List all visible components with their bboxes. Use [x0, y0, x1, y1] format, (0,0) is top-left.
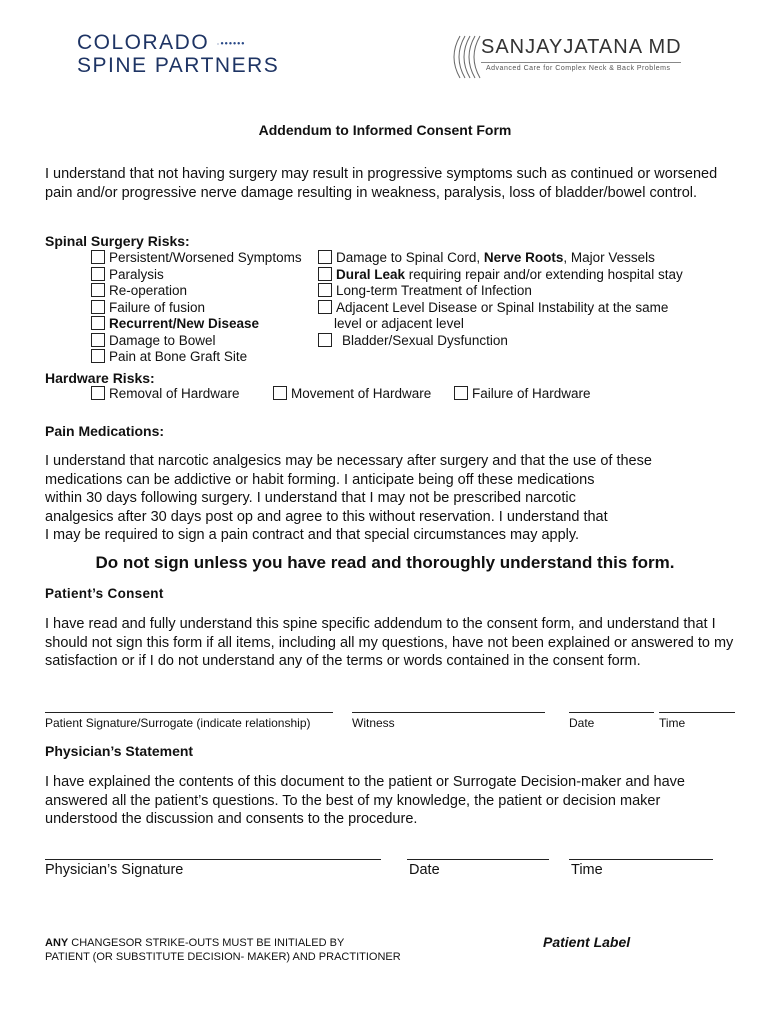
strikeout-notice	[45, 936, 401, 964]
notice-line1: CHANGESOR STRIKE-OUTS MUST BE INITIALED BY	[68, 937, 345, 949]
risk-row-right	[318, 267, 683, 284]
checkbox[interactable]	[273, 386, 287, 400]
logo-right-rule	[481, 62, 681, 63]
form-title: Addendum to Informed Consent Form	[258, 122, 512, 138]
risk-row-right	[318, 333, 683, 350]
notice-line2: PATIENT (OR SUBSTITUTE DECISION- MAKER) AND PRACTITIONER	[45, 951, 401, 963]
risk-row-right	[318, 250, 683, 267]
patient-signature-line[interactable]	[45, 712, 333, 713]
pain-medications-heading: Pain Medications:	[45, 423, 165, 439]
checkbox[interactable]	[91, 316, 105, 330]
patient-label-area: Patient Label	[543, 934, 631, 950]
patients-consent-heading: Patient’s Consent	[45, 586, 164, 601]
logo-left-dots: ·••••••	[216, 38, 246, 49]
patient-signature-label: Patient Signature/Surrogate (indicate relationship)	[45, 716, 311, 730]
risk-label: Recurrent/New Disease	[109, 316, 260, 331]
hardware-label: Removal of Hardware	[109, 386, 240, 401]
intro-paragraph: I understand that not having surgery may result in progressive symptoms such as continued or worsened pain and/or progressive nerve damage resulting in weakness, paralysis, loss of bladder/bowel control.	[45, 166, 718, 201]
risk-row-left	[91, 333, 302, 350]
pain-line: medications can be addictive or habit forming. I anticipate being off these medications	[45, 471, 595, 488]
risk-row-left	[91, 267, 302, 284]
physician-date-line[interactable]	[407, 859, 549, 860]
checkbox[interactable]	[91, 386, 105, 400]
spinal-risks-left-list	[91, 250, 302, 366]
sanjay-jatana-logo	[446, 34, 686, 80]
physician-signature-line[interactable]	[45, 859, 381, 860]
physicians-statement-heading: Physician’s Statement	[45, 743, 194, 759]
risk-label: Long-term Treatment of Infection	[336, 283, 532, 298]
risk-label: Re-operation	[109, 283, 188, 298]
risk-label-bold: Nerve Roots	[483, 250, 564, 265]
risk-label: Persistent/Worsened Symptoms	[109, 250, 302, 265]
physician-signature-label: Physician’s Signature	[45, 862, 184, 878]
risk-label-bold: Dural Leak	[336, 266, 406, 282]
checkbox[interactable]	[318, 267, 332, 281]
witness-signature-line[interactable]	[352, 712, 545, 713]
risk-row-right	[318, 300, 683, 317]
physician-text: I have explained the contents of this document to the patient or Surrogate Decision-maker and have answered all the patient’s questions. To the best of my knowledge, the patient or decision maker understood the discussion and consents to the procedure.	[45, 774, 685, 827]
checkbox[interactable]	[318, 250, 332, 264]
risk-label: Failure of fusion	[109, 299, 206, 315]
consent-time-label: Time	[659, 716, 686, 730]
spinal-risks-heading: Spinal Surgery Risks:	[45, 233, 190, 249]
risk-label: , Major Vessels	[563, 250, 655, 265]
risk-label: Bladder/Sexual Dysfunction	[342, 332, 508, 348]
risk-label: requiring repair and/or extending hospital stay	[405, 266, 683, 282]
checkbox[interactable]	[91, 333, 105, 347]
hardware-label: Movement of Hardware	[291, 386, 432, 401]
physician-time-line[interactable]	[569, 859, 713, 860]
risk-row-continuation: level or adjacent level	[334, 316, 464, 331]
spinal-risks-right-list	[318, 250, 683, 349]
consent-date-line[interactable]	[569, 712, 654, 713]
checkbox[interactable]	[91, 267, 105, 281]
risk-row-left	[91, 300, 302, 317]
checkbox[interactable]	[318, 333, 332, 347]
pain-line: analgesics after 30 days post op and agree to this without reservation. I understand that	[45, 508, 608, 525]
risk-label: Damage to Spinal Cord,	[336, 250, 484, 265]
checkbox[interactable]	[318, 300, 332, 314]
pain-line: within 30 days following surgery. I understand that I may not be prescribed narcotic	[45, 490, 576, 506]
risk-row-left	[91, 349, 302, 366]
do-not-sign-warning: Do not sign unless you have read and thoroughly understand this form.	[95, 553, 675, 572]
risk-label: Adjacent Level Disease or Spinal Instability at the same	[336, 299, 669, 315]
hardware-risks-heading: Hardware Risks:	[45, 370, 155, 386]
risk-label: Damage to Bowel	[109, 332, 216, 348]
risk-row-left	[91, 283, 302, 300]
logo-right-tagline: Advanced Care for Complex Neck & Back Problems	[486, 65, 671, 72]
logo-right-name: SANJAYJATANA MD	[481, 36, 682, 58]
risk-label: Paralysis	[109, 266, 164, 282]
risk-row-left	[91, 250, 302, 267]
checkbox[interactable]	[91, 250, 105, 264]
risk-label: Pain at Bone Graft Site	[109, 349, 248, 364]
colorado-spine-partners-logo	[77, 32, 279, 78]
hardware-item	[91, 386, 240, 403]
hardware-item	[273, 386, 431, 403]
checkbox[interactable]	[318, 283, 332, 297]
pain-medications-text	[45, 452, 735, 545]
consent-text: I have read and fully understand this spine specific addendum to the consent form, and understand that I should not sign this form if all items, including all my questions, have not been explained or answered to my satisfaction or if I do not understand any of the terms or words contained in the consent form.	[45, 616, 734, 669]
logo-left-line2: SPINE PARTNERS	[77, 54, 280, 78]
logo-arcs-icon	[446, 34, 482, 80]
checkbox[interactable]	[91, 283, 105, 297]
risk-row-right	[318, 283, 683, 300]
witness-label: Witness	[352, 716, 395, 730]
hardware-item	[454, 386, 591, 403]
checkbox[interactable]	[454, 386, 468, 400]
hardware-label: Failure of Hardware	[472, 386, 591, 401]
logo-left-line1: COLORADO	[77, 31, 210, 54]
pain-line: I may be required to sign a pain contract and that special circumstances may apply.	[45, 527, 580, 543]
checkbox[interactable]	[91, 349, 105, 363]
consent-date-label: Date	[569, 716, 595, 730]
pain-line: I understand that narcotic analgesics may be necessary after surgery and that the use of these	[45, 453, 652, 469]
physician-time-label: Time	[571, 862, 603, 878]
risk-row-left	[91, 316, 302, 333]
physician-date-label: Date	[409, 862, 440, 878]
checkbox[interactable]	[91, 300, 105, 314]
notice-any: ANY	[45, 937, 69, 949]
consent-time-line[interactable]	[659, 712, 735, 713]
